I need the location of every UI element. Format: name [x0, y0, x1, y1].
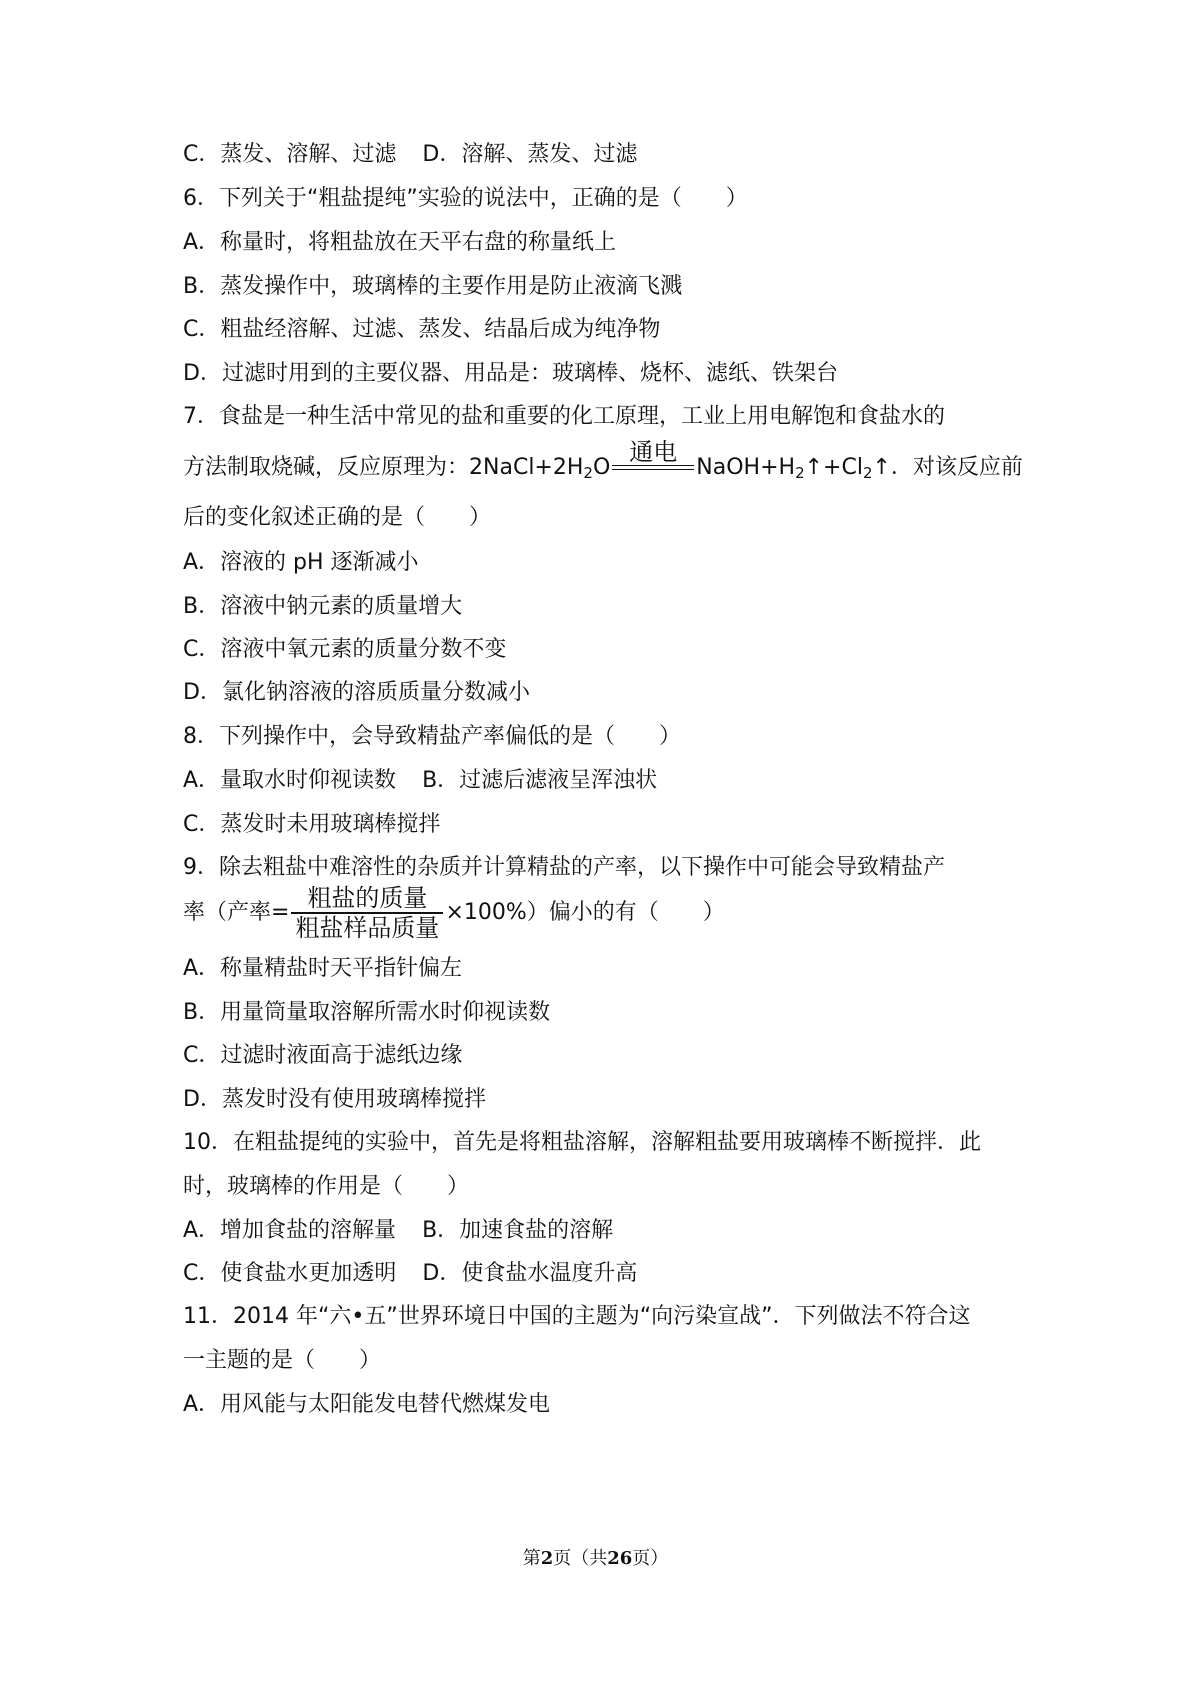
q10-option-c: C．使食盐水更加透明 [183, 1261, 397, 1286]
q10-option-d: D．使食盐水温度升高 [422, 1261, 638, 1286]
q11-stem-line2: 一主题的是（ ） [183, 1348, 382, 1373]
q6-option-c: C．粗盐经溶解、过滤、蒸发、结晶后成为纯净物 [183, 317, 661, 342]
q6-option-d: D．过滤时用到的主要仪器、用品是：玻璃棒、烧杯、滤纸、铁架台 [183, 361, 838, 386]
chemical-equation: $2NaCl+2H_2O$ 通电 $NaOH+H_2↑+Cl_2↑$．对该反应前 [469, 438, 1023, 482]
q9-stem-line2: 率（产率= $\frac{\text{粗盐的质量}}{\text{粗盐样品质量}}$ ×100%）偏小的有（ ） [183, 884, 725, 942]
q10-options-ab [183, 1216, 613, 1246]
reaction-condition: 通电 [629, 438, 678, 466]
q8-options-ab [183, 766, 657, 796]
yield-fraction [291, 884, 443, 942]
q6-option-a: A．称量时，将粗盐放在天平右盘的称量纸上 [183, 230, 617, 255]
q8-option-a: A．量取水时仰视读数 [183, 768, 397, 793]
total-pages: 26 [607, 1548, 633, 1569]
q7-option-c: C．溶液中氧元素的质量分数不变 [183, 637, 507, 662]
current-page-number: 2 [540, 1548, 554, 1569]
q11-option-a: A．用风能与太阳能发电替代燃煤发电 [183, 1392, 551, 1417]
q11-stem-line1: 11．2014 年“六•五”世界环境日中国的主题为“向污染宣战”．下列做法不符合这 [183, 1304, 971, 1329]
q5-options-cd [183, 140, 637, 170]
q6-option-b: B．蒸发操作中，玻璃棒的主要作用是防止液滴飞溅 [183, 274, 683, 299]
q9-option-d: D．蒸发时没有使用玻璃棒搅拌 [183, 1087, 486, 1112]
q9-option-a: A．称量精盐时天平指针偏左 [183, 956, 463, 981]
q10-stem-line2: 时，玻璃棒的作用是（ ） [183, 1174, 470, 1199]
page-footer: 第2页（共26页） [522, 1548, 669, 1569]
fraction-denominator: 粗盐样品质量 [291, 912, 443, 942]
q7-option-a: A．溶液的 pH 逐渐减小 [183, 550, 419, 575]
q9-option-b: B．用量筒量取溶解所需水时仰视读数 [183, 1000, 551, 1025]
q9-stem-line1: 9．除去粗盐中难溶性的杂质并计算精盐的产率，以下操作中可能会导致精盐产 [183, 855, 945, 880]
reaction-arrow [612, 438, 694, 474]
q10-stem-line1: 10．在粗盐提纯的实验中，首先是将粗盐溶解，溶解粗盐要用玻璃棒不断搅拌．此 [183, 1130, 981, 1155]
q10-options-cd [183, 1259, 637, 1289]
q10-option-a: A．增加食盐的溶解量 [183, 1218, 397, 1243]
q7-option-b: B．溶液中钠元素的质量增大 [183, 594, 463, 619]
q9-option-c: C．过滤时液面高于滤纸边缘 [183, 1043, 463, 1068]
q7-stem-line2: 方法制取烧碱，反应原理为：$2NaCl+2H_2O$ 通电 $NaOH+H_2↑+Cl_2↑$．对该反应前 [183, 438, 1023, 482]
q8-stem: 8．下列操作中，会导致精盐产率偏低的是（ ） [183, 724, 681, 749]
q8-option-c: C．蒸发时未用玻璃棒搅拌 [183, 812, 441, 837]
q5-option-c: C．蒸发、溶解、过滤 [183, 142, 397, 167]
q7-stem-line3: 后的变化叙述正确的是（ ） [183, 505, 492, 530]
q5-option-d: D．溶解、蒸发、过滤 [422, 142, 638, 167]
q7-stem-line1: 7．食盐是一种生活中常见的盐和重要的化工原理，工业上用电解饱和食盐水的 [183, 404, 945, 429]
fraction-numerator: 粗盐的质量 [307, 884, 428, 912]
q8-option-b: B．过滤后滤液呈浑浊状 [422, 768, 658, 793]
q7-option-d: D．氯化钠溶液的溶质质量分数减小 [183, 680, 530, 705]
q6-stem: 6．下列关于“粗盐提纯”实验的说法中，正确的是（ ） [183, 186, 748, 211]
q10-option-b: B．加速食盐的溶解 [422, 1218, 614, 1243]
